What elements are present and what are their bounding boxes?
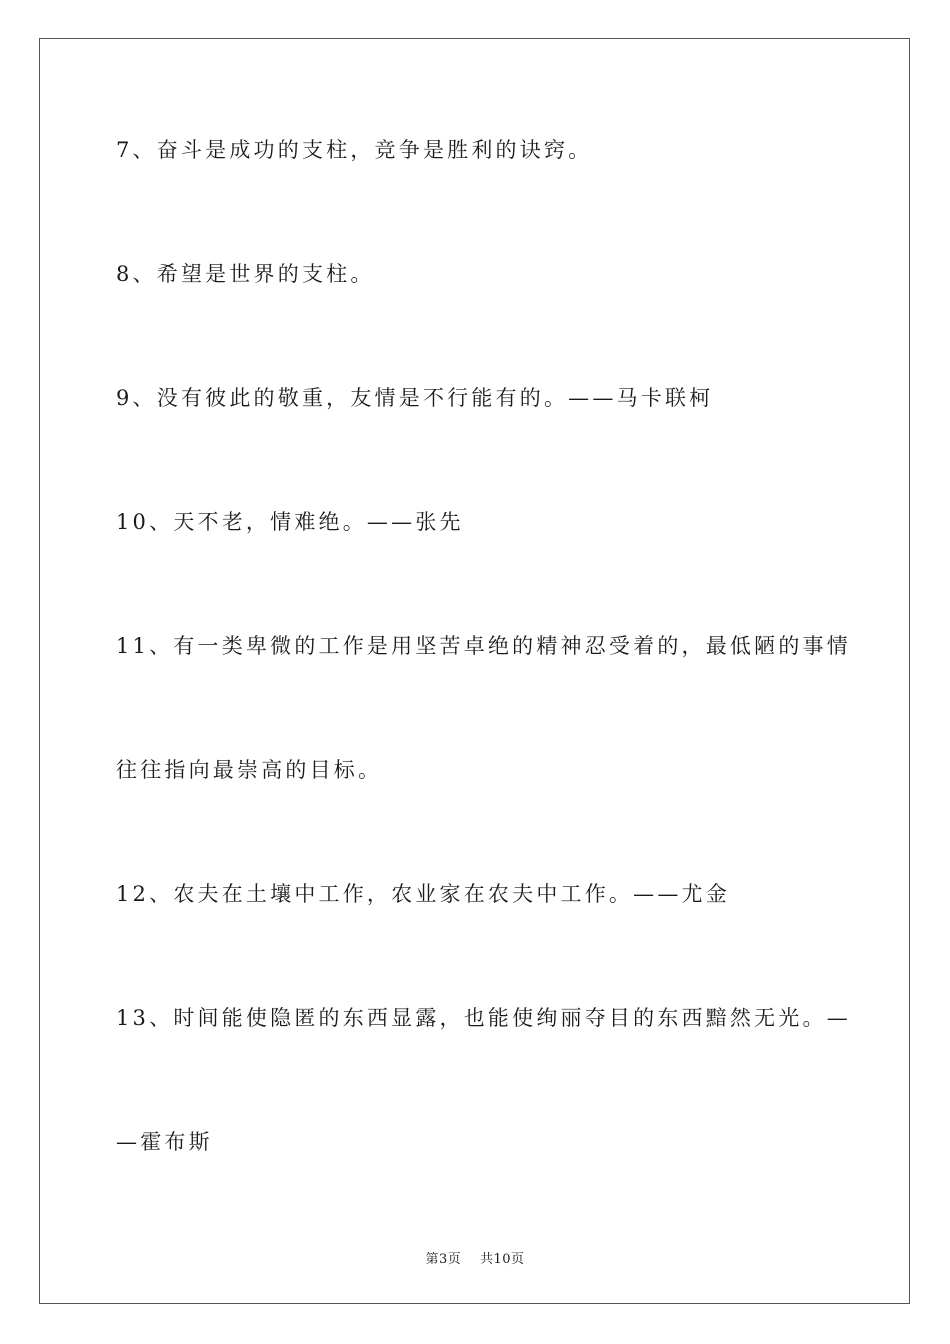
page-total: 共10页 <box>479 1252 525 1267</box>
quote-line-10: 10、天不老，情难绝。——张先 <box>116 510 464 534</box>
quote-line-12: 12、农夫在土壤中工作，农业家在农夫中工作。——尤金 <box>116 882 730 906</box>
quote-line-9: 9、没有彼此的敬重，友情是不行能有的。——马卡联柯 <box>116 386 714 410</box>
quote-line-13-cont: —霍布斯 <box>116 1130 213 1154</box>
quote-line-11: 11、有一类卑微的工作是用坚苦卓绝的精神忍受着的，最低陋的事情 <box>116 634 851 658</box>
page-border <box>39 38 910 1304</box>
page-number: 第3页 <box>425 1252 462 1267</box>
quote-line-8: 8、希望是世界的支柱。 <box>116 262 375 286</box>
page-footer <box>0 1248 950 1267</box>
quote-line-11-cont: 往往指向最崇高的目标。 <box>116 758 383 782</box>
quote-line-13: 13、时间能使隐匿的东西显露，也能使绚丽夺目的东西黯然无光。— <box>116 1006 851 1030</box>
quote-line-7: 7、奋斗是成功的支柱，竞争是胜利的诀窍。 <box>116 138 593 162</box>
